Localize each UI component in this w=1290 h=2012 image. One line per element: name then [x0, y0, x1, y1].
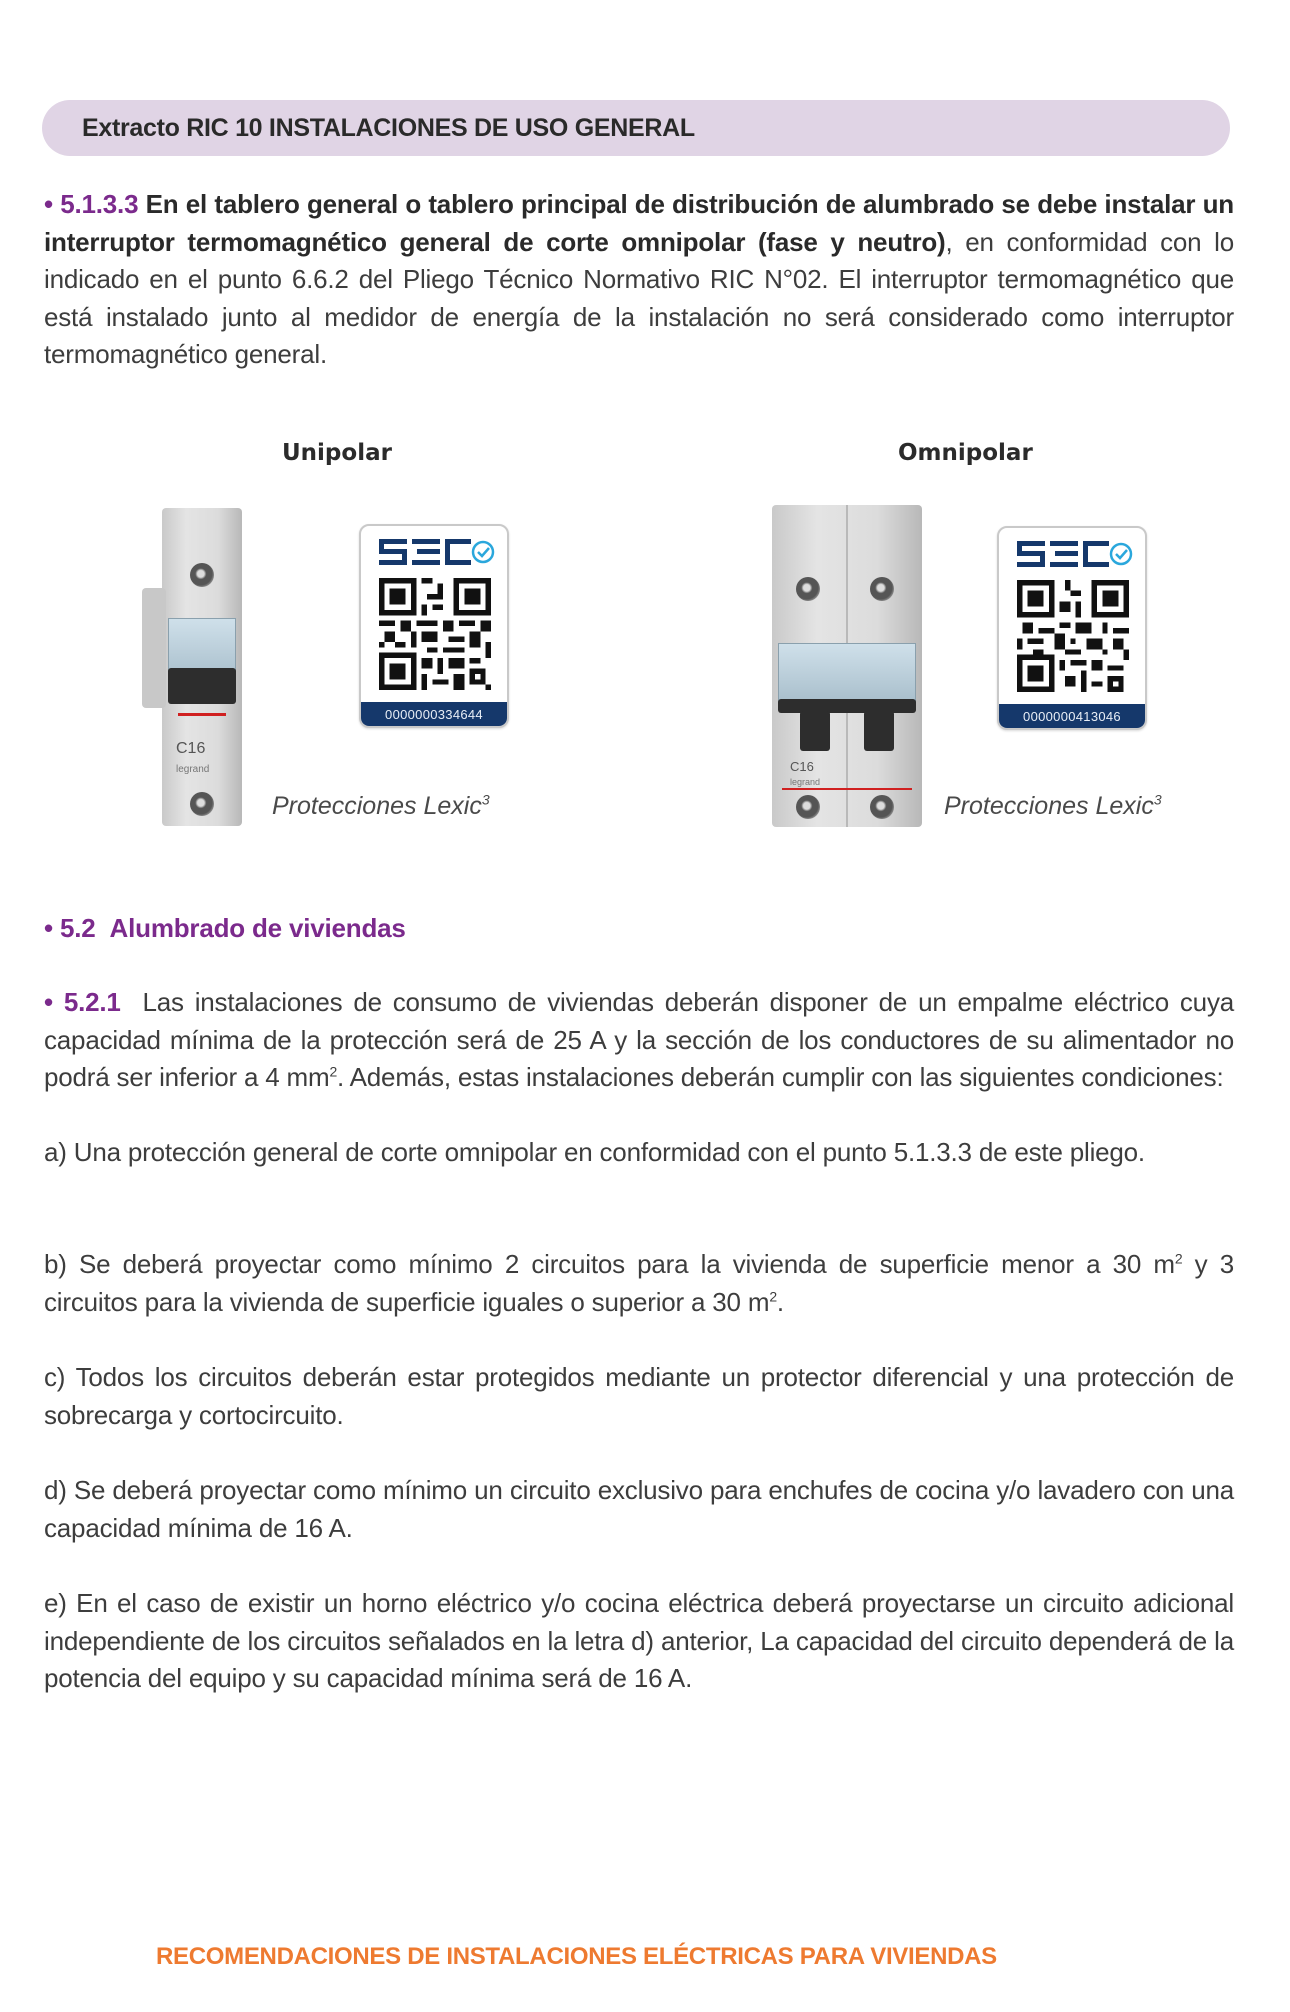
section-number: 5.1.3.3 — [60, 189, 139, 219]
qr-code-icon — [1017, 580, 1129, 692]
unipolar-breaker-image — [140, 508, 270, 828]
paragraph-5-2-1: • 5.2.1 Las instalaciones de consumo de viviendas deberán disponer de un empalme eléctrico cuya capacidad mínima de la protección será de 25 A y la sección de los conductores de su alimentador no podrá ser inferior a 4 $mm^2$. Además, estas instalaciones deberán cumplir con las siguientes condiciones: — [44, 987, 1235, 1092]
sec-certification-badge-unipolar — [359, 524, 509, 728]
breaker-brand: legrand — [176, 764, 210, 775]
sec-certificate-id: 0000000334644 — [361, 702, 507, 726]
figure-title-unipolar: Unipolar — [282, 440, 392, 466]
figure-caption-unipolar: Protecciones Lexic$^3$ — [272, 791, 490, 820]
page-footer: RECOMENDACIONES DE INSTALACIONES ELÉCTRICAS PARA VIVIENDAS — [156, 1943, 997, 1970]
list-item-c: c) Todos los circuitos deberán estar protegidos mediante un protector diferencial y una protección de sobrecarga y cortocircuito. — [44, 1362, 1234, 1430]
list-item-d: d) Se deberá proyectar como mínimo un circuito exclusivo para enchufes de cocina y/o lavadero con una capacidad mínima de 16 A. — [44, 1475, 1234, 1543]
section-number: 5.2 — [59, 913, 96, 943]
section-heading-5-2: • 5.2 Alumbrado de viviendas — [44, 913, 406, 943]
section-number: 5.2.1 — [63, 987, 121, 1017]
sec-logo-icon — [1015, 538, 1133, 570]
breaker-brand: legrand — [790, 777, 821, 787]
paragraph-5-1-3-3 — [44, 186, 1234, 374]
bold-statement: En el tablero general o tablero principal de distribución de alumbrado se debe instalar un interruptor termomagnético general de corte omnipolar (fase y neutro) — [44, 189, 1234, 257]
section-title: Alumbrado de viviendas — [109, 913, 406, 943]
list-item-a: a) Una protección general de corte omnipolar en conformidad con el punto 5.1.3.3 de este pliego. — [44, 1137, 1145, 1167]
sec-certificate-id: 0000000413046 — [999, 704, 1145, 728]
bullet: • — [44, 189, 53, 219]
breaker-rating: C16 — [790, 759, 814, 774]
list-item-b: b) Se deberá proyectar como mínimo 2 circuitos para la vivienda de superficie menor a 30 $m^2$ y 3 circuitos para la vivienda de superficie iguales o superior a 30 $m^2$. — [44, 1249, 1234, 1317]
section-header-bar — [42, 100, 1230, 156]
breaker-rating: C16 — [176, 740, 206, 757]
sec-logo-icon — [377, 536, 495, 568]
list-item-e: e) En el caso de existir un horno eléctrico y/o cocina eléctrica deberá proyectarse un circuito adicional independiente de los circuitos señalados en la letra d) anterior, La capacidad del circuito dependerá de la potencia del equipo y su capacidad mínima será de 16 A. — [44, 1588, 1234, 1693]
paragraph-body: , en conformidad con lo indicado en el punto 6.6.2 del Pliego Técnico Normativo RIC N°02. El interruptor termomagnético que está instalado junto al medidor de energía de la instalación no será considerado como interruptor termomagnético general. — [44, 226, 1235, 369]
section-header-title: Extracto RIC 10 INSTALACIONES DE USO GENERAL — [82, 113, 695, 142]
qr-code-icon — [379, 578, 491, 690]
figure-title-omnipolar: Omnipolar — [898, 440, 1033, 466]
figure-caption-omnipolar: Protecciones Lexic$^3$ — [944, 791, 1162, 820]
sec-certification-badge-omnipolar — [997, 526, 1147, 730]
omnipolar-breaker-image — [768, 505, 928, 830]
